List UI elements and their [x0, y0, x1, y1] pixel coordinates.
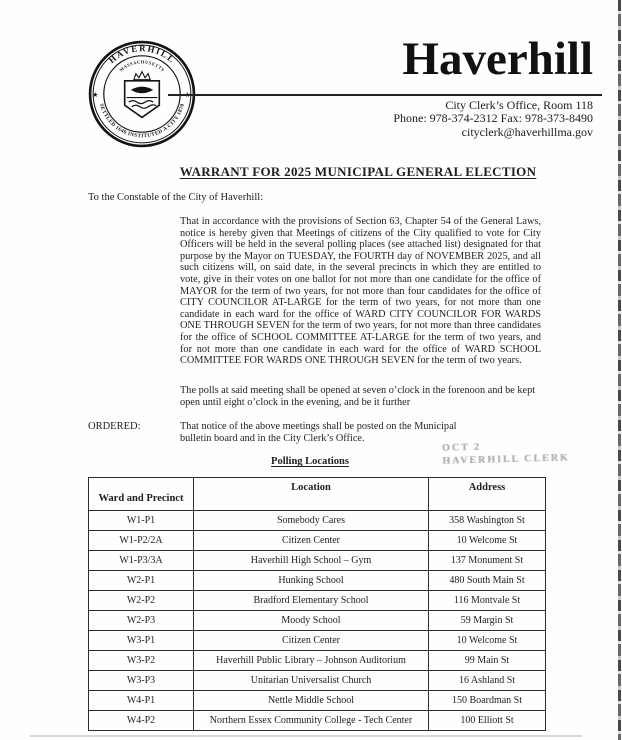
- scan-edge-artifact: [618, 0, 621, 740]
- cell-location: Unitarian Universalist Church: [194, 671, 429, 691]
- stamp-date-line: OCT 2: [441, 441, 481, 454]
- header-rule: [168, 94, 602, 96]
- cell-ward: W1-P3/3A: [89, 551, 194, 571]
- cell-address: 10 Welcome St: [429, 631, 546, 651]
- cell-ward: W4-P1: [89, 691, 194, 711]
- salutation: To the Constable of the City of Haverhill:: [88, 192, 264, 203]
- table-row: [89, 651, 546, 671]
- cell-ward: W3-P3: [89, 671, 194, 691]
- cell-ward: W2-P1: [89, 571, 194, 591]
- header-address: Address: [429, 478, 546, 511]
- cell-address: 59 Margin St: [429, 611, 546, 631]
- cell-location: Citizen Center: [194, 531, 429, 551]
- body-paragraph: That in accordance with the provisions of Section 63, Chapter 54 of the General Laws, notice is hereby given that Meetings of citizens of the City qualified to vote for City Officers will be held in the several polling places (see attached list) designated for that purpose by the Mayor on TUESDAY, the FOURTH day of NOVEMBER 2025, and all such citizens will, on said date, in the several precincts in which they are entitled to vote, give in their votes on one ballot for not more than one candidate for the office of MAYOR for the term of two years, for not more than four candidates for the office of CITY COUNCILOR AT-LARGE for the term of two years, for not more than one candidate in each ward for the office of WARD CITY COUNCILOR FOR WARDS ONE THROUGH SEVEN for the term of two years, for not more than three candidates for the office of SCHOOL COMMITTEE AT-LARGE for the term of two years, and for not more than one candidate in each ward for the office of WARD SCHOOL COMMITTEE FOR WARDS ONE THROUGH SEVEN for the term of two years.: [180, 216, 541, 367]
- table-row: [89, 531, 546, 551]
- cell-location: Citizen Center: [194, 631, 429, 651]
- cell-address: 137 Monument St: [429, 551, 546, 571]
- cell-location: Nettle Middle School: [194, 691, 429, 711]
- cell-ward: W2-P3: [89, 611, 194, 631]
- contact-office-line: City Clerk’s Office, Room 118: [445, 98, 593, 112]
- table-row: [89, 711, 546, 731]
- cell-ward: W3-P2: [89, 651, 194, 671]
- cell-address: 150 Boardman St: [429, 691, 546, 711]
- contact-email: cityclerk@haverhillma.gov: [461, 124, 593, 139]
- polling-locations-heading: Polling Locations: [271, 456, 349, 467]
- table-row: [89, 571, 546, 591]
- polls-paragraph: The polls at said meeting shall be opened at seven o’clock in the forenoon and be kept open until eight o’clock in the evening, and be it further: [180, 385, 536, 408]
- cell-address: 358 Washington St: [429, 511, 546, 531]
- cell-ward: W2-P2: [89, 591, 194, 611]
- table-header-row: [89, 478, 546, 511]
- stamp-office-line: HAVERHILL CLERK: [442, 452, 570, 467]
- warrant-title: WARRANT FOR 2025 MUNICIPAL GENERAL ELECTION: [179, 164, 537, 179]
- header-ward-and-precinct: Ward and Precinct: [89, 478, 194, 511]
- scan-smudge-artifact: [30, 735, 582, 737]
- contact-block: [393, 99, 593, 139]
- table-row: [89, 611, 546, 631]
- table-row: [89, 551, 546, 571]
- seal-bottom-text: SETTLED 1640 INSTITUTED A CITY 1870: [97, 102, 187, 140]
- cell-address: 480 South Main St: [429, 571, 546, 591]
- cell-ward: W3-P1: [89, 631, 194, 651]
- ordered-paragraph: That notice of the above meetings shall be posted on the Municipal bulletin board and in the City Clerk’s Office.: [180, 421, 457, 444]
- polling-locations-table: [88, 477, 546, 731]
- cell-address: 10 Welcome St: [429, 531, 546, 551]
- seal-shield-icon: [125, 81, 160, 118]
- contact-phone-line: Phone: 978-374-2312 Fax: 978-373-8490: [393, 111, 593, 126]
- seal-inner-text: MASSACHUSETTS: [118, 59, 166, 73]
- cell-address: 100 Elliott St: [429, 711, 546, 731]
- cell-location: Bradford Elementary School: [194, 591, 429, 611]
- table-row: [89, 591, 546, 611]
- ordered-label: ORDERED:: [88, 421, 141, 432]
- cell-address: 116 Montvale St: [429, 591, 546, 611]
- seal-star-left-icon: ★: [92, 91, 99, 100]
- seal-crown-icon: [134, 72, 150, 80]
- header-location: Location: [194, 478, 429, 511]
- cell-location: Hunking School: [194, 571, 429, 591]
- cell-ward: W1-P2/2A: [89, 531, 194, 551]
- cell-location: Haverhill Public Library – Johnson Auditorium: [194, 651, 429, 671]
- masthead-city-name: Haverhill: [402, 33, 593, 85]
- cell-address: 16 Ashland St: [429, 671, 546, 691]
- cell-ward: W1-P1: [89, 511, 194, 531]
- cell-ward: W4-P2: [89, 711, 194, 731]
- cell-address: 99 Main St: [429, 651, 546, 671]
- cell-location: Moody School: [194, 611, 429, 631]
- table-row: [89, 691, 546, 711]
- cell-location: Northern Essex Community College - Tech Center: [194, 711, 429, 731]
- cell-location: Haverhill High School – Gym: [194, 551, 429, 571]
- table-row: [89, 671, 546, 691]
- seal-top-text: HAVERHILL: [106, 43, 178, 66]
- table-row: [89, 631, 546, 651]
- cell-location: Somebody Cares: [194, 511, 429, 531]
- table-row: [89, 511, 546, 531]
